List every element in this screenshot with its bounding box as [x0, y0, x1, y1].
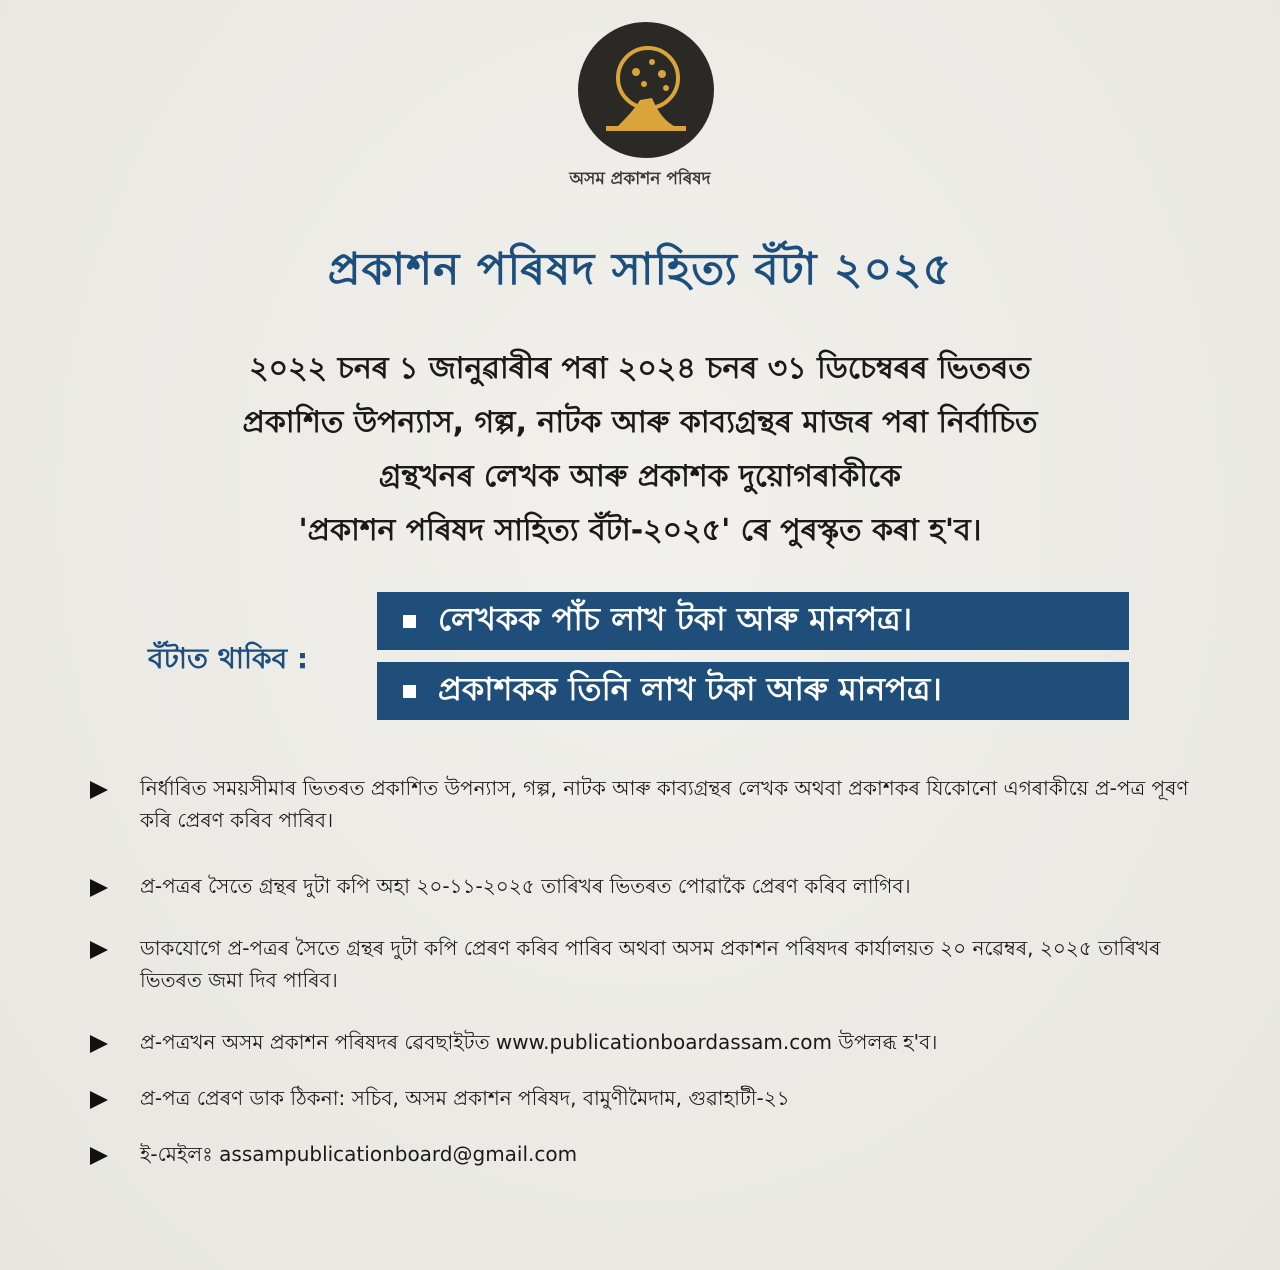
intro-line: 'প্ৰকাশন পৰিষদ সাহিত্য বঁটা-২০২৫' ৰে পুৰস্কৃত কৰা হ'ব। [298, 513, 982, 548]
bullet-square-icon [403, 685, 416, 698]
prize-label: বঁটাত থাকিব : [148, 642, 309, 675]
rule-text: প্ৰ-পত্ৰ প্ৰেৰণ ডাক ঠিকনা: সচিব, অসম প্ৰকাশন পৰিষদ, বামুণীমৈদাম, গুৱাহাটী-২১ [140, 1086, 790, 1110]
list-item [90, 1138, 1200, 1170]
rule-text: নিৰ্ধাৰিত সময়সীমাৰ ভিতৰত প্ৰকাশিত উপন্যাস, গল্প, নাটক আৰু কাব্যগ্ৰন্থৰ লেখক অথবা প্ৰকাশকৰ যিকোনো এগৰাকীয়ে প্ৰ-পত্ৰ পূৰণ কৰি প্ৰেৰণ কৰিব পাৰিব। [140, 776, 1189, 832]
prize-publisher-text: প্ৰকাশকক তিনি লাখ টকা আৰু মানপত্ৰ। [438, 670, 942, 708]
arrow-right-icon [90, 781, 108, 799]
prize-publisher-box [377, 662, 1129, 720]
page-title: প্ৰকাশন পৰিষদ সাহিত্য বঁটা ২০২৫ [327, 244, 953, 295]
prize-writer-box [377, 592, 1129, 650]
prize-writer-text: লেখকক পাঁচ লাখ টকা আৰু মানপত্ৰ। [438, 600, 913, 638]
arrow-right-icon [90, 1035, 108, 1053]
list-item [90, 772, 1200, 836]
rule-text: ই-মেইলঃ assampublicationboard@gmail.com [140, 1142, 578, 1166]
rule-text: প্ৰ-পত্ৰখন অসম প্ৰকাশন পৰিষদৰ ৱেবছাইটত www.publicationboardassam.com উপলব্ধ হ'ব। [140, 1030, 938, 1054]
intro-paragraph [100, 342, 1180, 558]
rule-text: ডাকযোগে প্ৰ-পত্ৰৰ সৈতে গ্ৰন্থৰ দুটা কপি প্ৰেৰণ কৰিব পাৰিব অথবা অসম প্ৰকাশন পৰিষদৰ কাৰ্যালয়ত ২০ নৱেম্বৰ, ২০২৫ তাৰিখৰ ভিতৰত জমা দিব পাৰিব। [140, 936, 1161, 992]
arrow-right-icon [90, 1091, 108, 1109]
organization-logo [578, 22, 714, 158]
list-item [90, 870, 1200, 902]
organization-name: অসম প্ৰকাশন পৰিষদ [569, 169, 711, 189]
arrow-right-icon [90, 879, 108, 897]
bullet-square-icon [403, 615, 416, 628]
intro-line: প্ৰকাশিত উপন্যাস, গল্প, নাটক আৰু কাব্যগ্ৰন্থৰ মাজৰ পৰা নিৰ্বাচিত [242, 405, 1038, 440]
list-item [90, 1082, 1200, 1114]
intro-line: গ্ৰন্থখনৰ লেখক আৰু প্ৰকাশক দুয়োগৰাকীকে [378, 459, 902, 494]
arrow-right-icon [90, 1147, 108, 1165]
rule-text: প্ৰ-পত্ৰৰ সৈতে গ্ৰন্থৰ দুটা কপি অহা ২০-১১-২০২৫ তাৰিখৰ ভিতৰত পোৱাকৈ প্ৰেৰণ কৰিব লাগিব। [140, 874, 911, 898]
rules-list [90, 772, 1200, 1170]
intro-line: ২০২২ চনৰ ১ জানুৱাৰীৰ পৰা ২০২৪ চনৰ ৩১ ডিচেম্বৰৰ ভিতৰত [249, 351, 1031, 386]
list-item [90, 1026, 1200, 1058]
arrow-right-icon [90, 941, 108, 959]
list-item [90, 932, 1200, 996]
tree-icon [578, 22, 714, 158]
